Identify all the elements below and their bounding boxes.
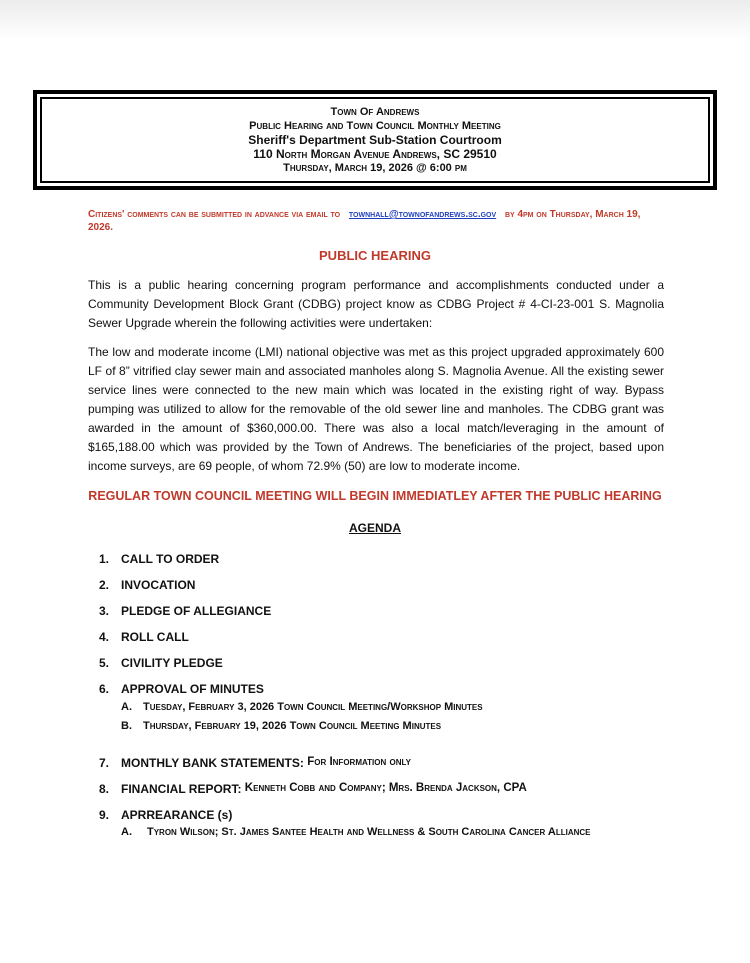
agenda-item (99, 808, 232, 822)
subitem-letter: A. (121, 826, 132, 838)
email-link[interactable]: townhall@townofandrews.sc.gov (348, 209, 497, 220)
agenda-item (99, 756, 411, 770)
meeting-venue: Sheriff's Department Sub-Station Courtroom (248, 133, 502, 147)
agenda-item (99, 604, 271, 618)
agenda-item (99, 656, 223, 670)
agenda-item-number: 5. (99, 656, 110, 670)
subitem-label: Tuesday, February 3, 2026 Town Council Meeting/Workshop Minutes (143, 701, 483, 713)
meeting-header (40, 97, 710, 183)
citizens-text-after: by 4pm on Thursday, March 19, 2026. (88, 209, 641, 233)
citizens-comments-notice (88, 208, 668, 234)
agenda-item-number: 4. (99, 630, 110, 644)
agenda-item-label: INVOCATION (121, 578, 196, 592)
public-hearing-paragraph-1: This is a public hearing concerning program performance and accomplishments conducted under a Community Development Block Grant (CDBG) project know as CDBG Project # 4-CI-23-001 S. Magnolia Sewer Upgrade wherein the following activities were undertaken: (88, 278, 664, 330)
agenda-item-label: PLEDGE OF ALLEGIANCE (121, 604, 272, 618)
agenda-item-label: APRREARANCE (s) (121, 808, 233, 822)
agenda-item (99, 578, 195, 592)
subitem-label: Tyron Wilson; St. James Santee Health and Wellness & South Carolina Cancer Alliance (147, 826, 591, 838)
meeting-address: 110 North Morgan Avenue Andrews, SC 29510 (253, 147, 497, 161)
agenda-item-suffix: Kenneth Cobb and Company; Mrs. Brenda Jackson, CPA (244, 782, 527, 794)
subitem-label: Thursday, February 19, 2026 Town Council Meeting Minutes (143, 720, 442, 732)
agenda-item-number: 2. (99, 578, 110, 592)
meeting-header-box (33, 90, 717, 190)
citizens-text-before: Citizens' comments can be submitted in advance via email to (88, 209, 341, 220)
agenda-item-label: CIVILITY PLEDGE (121, 656, 223, 670)
agenda-item-number: 9. (99, 808, 110, 822)
agenda-item (99, 682, 264, 696)
minutes-subitem (121, 720, 441, 732)
agenda-item-label: CALL TO ORDER (121, 552, 220, 566)
public-hearing-paragraph-2: The low and moderate income (LMI) national objective was met as this project upgraded approximately 600 LF of 8” vitrified clay sewer main and associated manholes along S. Magnolia Avenue. All the existing sewer service lines were connected to the new main which was located in the existing right of way. Bypass pumping was utilized to allow for the removable of the old sewer line and manholes. The CDBG grant was awarded in the amount of $360,000.00. There was also a local match/leveraging in the amount of $165,188.00 which was provided by the Town of Andrews. The beneficiaries of the project, based upon income surveys, are 69 people, of whom 72.9% (50) are low to moderate income. (88, 345, 664, 473)
subitem-letter: B. (121, 720, 132, 732)
agenda-item-number: 8. (99, 782, 110, 796)
agenda-item (99, 552, 219, 566)
agenda-item-number: 7. (99, 756, 110, 770)
subitem-letter: A. (121, 701, 132, 713)
meeting-date-time: Thursday, March 19, 2026 @ 6:00 pm (283, 162, 467, 174)
agenda-item-label: ROLL CALL (121, 630, 189, 644)
agenda-item (99, 630, 189, 644)
agenda-item-label: MONTHLY BANK STATEMENTS: (121, 756, 304, 770)
public-hearing-title: PUBLIC HEARING (319, 248, 431, 263)
agenda-item-number: 1. (99, 552, 110, 566)
agenda-title: AGENDA (348, 521, 401, 535)
agenda-item-label: FINANCIAL REPORT: (121, 782, 242, 796)
page-shadow (0, 0, 750, 40)
appearance-subitem (121, 826, 591, 838)
regular-meeting-notice: REGULAR TOWN COUNCIL MEETING WILL BEGIN IMMEDIATLEY AFTER THE PUBLIC HEARING (88, 489, 662, 503)
town-name: Town Of Andrews (330, 106, 420, 118)
agenda-item (99, 782, 527, 796)
meeting-title: Public Hearing and Town Council Monthly Meeting (249, 120, 501, 132)
agenda-item-number: 3. (99, 604, 110, 618)
agenda-item-number: 6. (99, 682, 110, 696)
minutes-subitem (121, 701, 483, 713)
agenda-item-label: APPROVAL OF MINUTES (121, 682, 264, 696)
agenda-item-suffix: For Information only (307, 756, 411, 768)
